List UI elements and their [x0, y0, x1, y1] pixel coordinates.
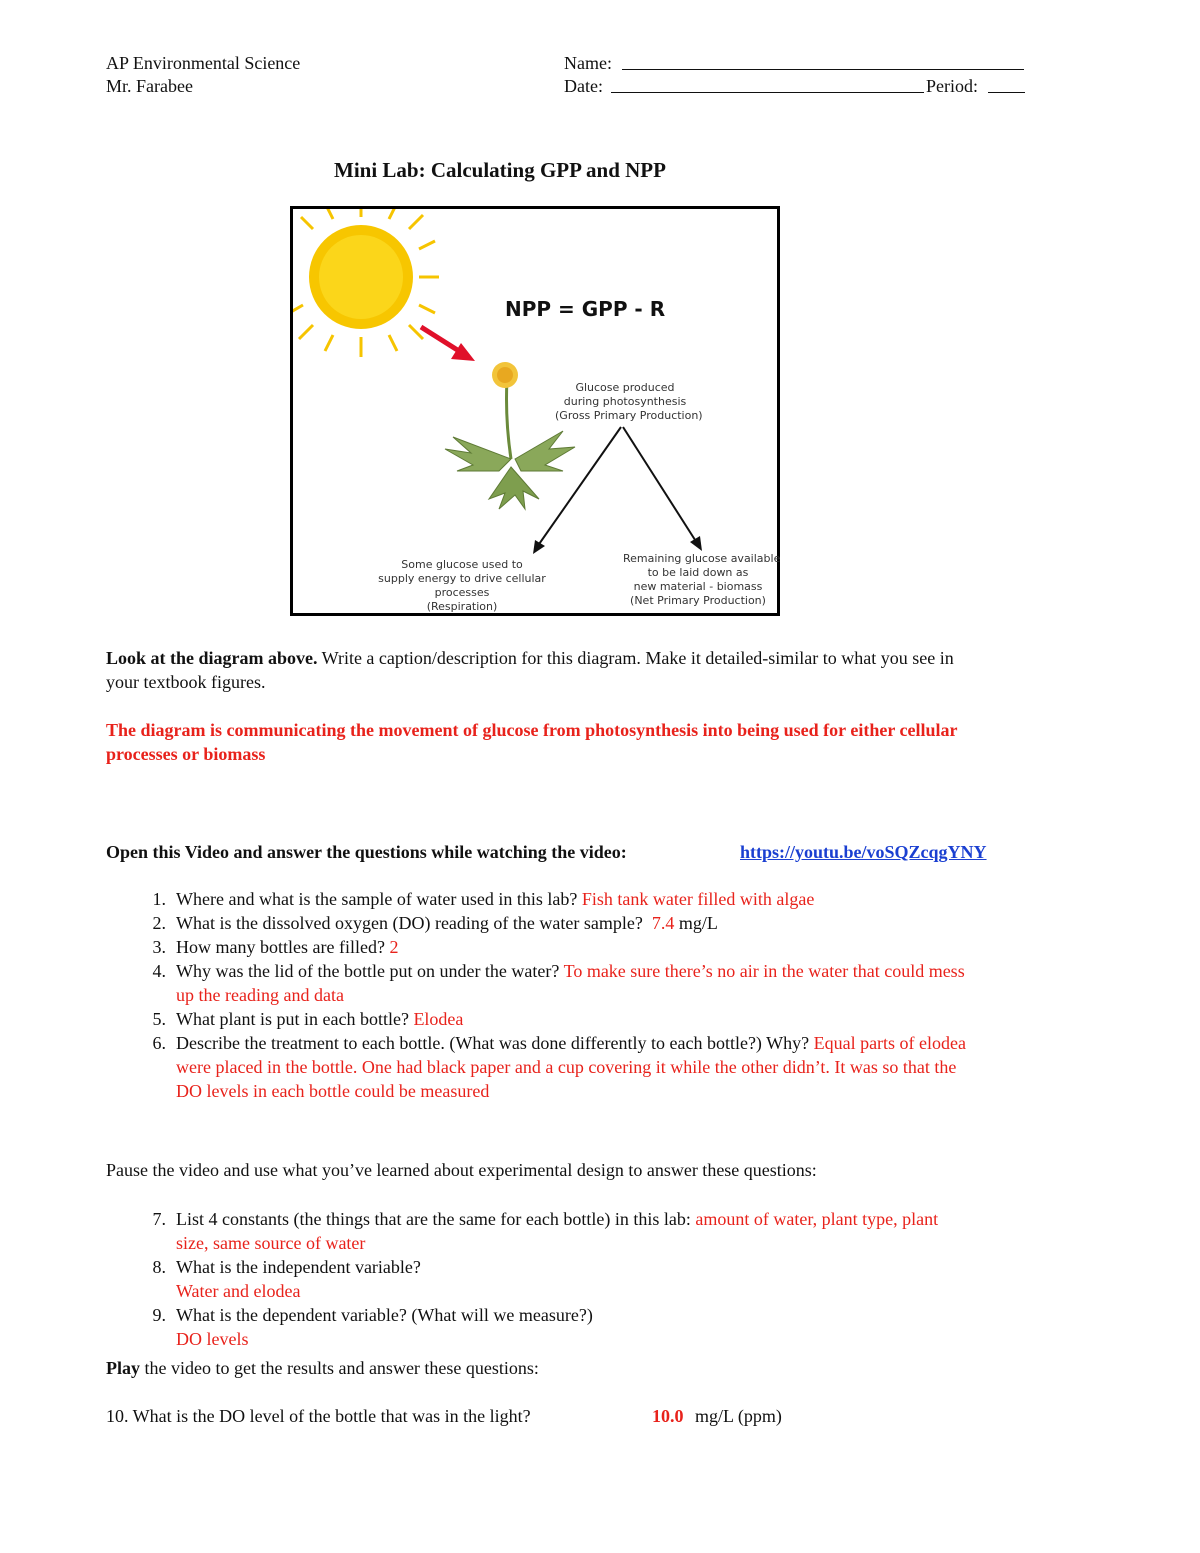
- sunlight-arrow-icon: [421, 327, 475, 361]
- pause-instructions: Pause the video and use what you’ve learned about experimental design to answer these questions:: [106, 1160, 817, 1180]
- flow-arrows: [533, 427, 702, 554]
- design-question-list: [106, 1207, 1136, 1351]
- caption-answer-line2: processes or biomass: [106, 744, 266, 764]
- sun-icon: [293, 209, 439, 357]
- list-item: 7. List 4 constants (the things that are the same for each bottle) in this lab: amount of water, plant type, plant size, same source of water: [152, 1209, 939, 1253]
- gpp-label: Glucose produced during photosynthesis (Gross Primary Production): [555, 381, 703, 422]
- period-field[interactable]: [988, 92, 1025, 93]
- date-field[interactable]: [611, 92, 924, 93]
- caption-prompt-line2: your textbook figures.: [106, 672, 266, 692]
- video-prompt: Open this Video and answer the questions while watching the video:: [106, 842, 627, 862]
- page-title: Mini Lab: Calculating GPP and NPP: [334, 158, 666, 182]
- period-label: Period:: [926, 76, 978, 96]
- question-10-unit: mg/L (ppm): [695, 1406, 782, 1426]
- question-list: [106, 887, 1136, 1103]
- list-item: 5. What plant is put in each bottle? Elodea: [152, 1009, 464, 1029]
- list-item: 9. What is the dependent variable? (What will we measure?) DO levels: [152, 1305, 593, 1349]
- caption-prompt: Look at the diagram above. Write a caption/description for this diagram. Make it detailed-similar to what you see in: [106, 648, 954, 668]
- play-instructions: Play the video to get the results and answer these questions:: [106, 1358, 539, 1378]
- list-item: 4. Why was the lid of the bottle put on under the water? To make sure there’s no air in the water that could mess up the reading and data: [152, 961, 965, 1005]
- question-10-answer: 10.0: [652, 1406, 684, 1426]
- list-item: 1. Where and what is the sample of water used in this lab? Fish tank water filled with algae: [152, 889, 815, 909]
- question-10: 10. What is the DO level of the bottle that was in the light?: [106, 1406, 531, 1426]
- list-item: 2. What is the dissolved oxygen (DO) reading of the water sample? 7.4 mg/L: [152, 913, 718, 933]
- list-item: 6. Describe the treatment to each bottle. (What was done differently to each bottle?) Why? Equal parts of elodea were placed in the bottle. One had black paper and a cup covering it while the other didn’t. It was so that the DO levels in each bottle could be measured: [152, 1033, 967, 1101]
- npp-formula: NPP = GPP - R: [505, 297, 666, 321]
- caption-answer: The diagram is communicating the movement of glucose from photosynthesis into being used for either cellular: [106, 720, 958, 740]
- name-label: Name:: [564, 53, 612, 73]
- video-link[interactable]: https://youtu.be/voSQZcqgYNY: [740, 842, 987, 862]
- name-field[interactable]: [622, 69, 1024, 70]
- npp-label: Remaining glucose available to be laid down as new material - biomass (Net Primary Production): [623, 552, 781, 607]
- npp-gpp-diagram: [290, 206, 780, 616]
- teacher-name: Mr. Farabee: [106, 76, 193, 96]
- course-name: AP Environmental Science: [106, 53, 301, 73]
- respiration-label: Some glucose used to supply energy to drive cellular processes (Respiration): [378, 558, 546, 613]
- date-label: Date:: [564, 76, 603, 96]
- list-item: 8. What is the independent variable? Water and elodea: [152, 1257, 421, 1301]
- list-item: 3. How many bottles are filled? 2: [152, 937, 399, 957]
